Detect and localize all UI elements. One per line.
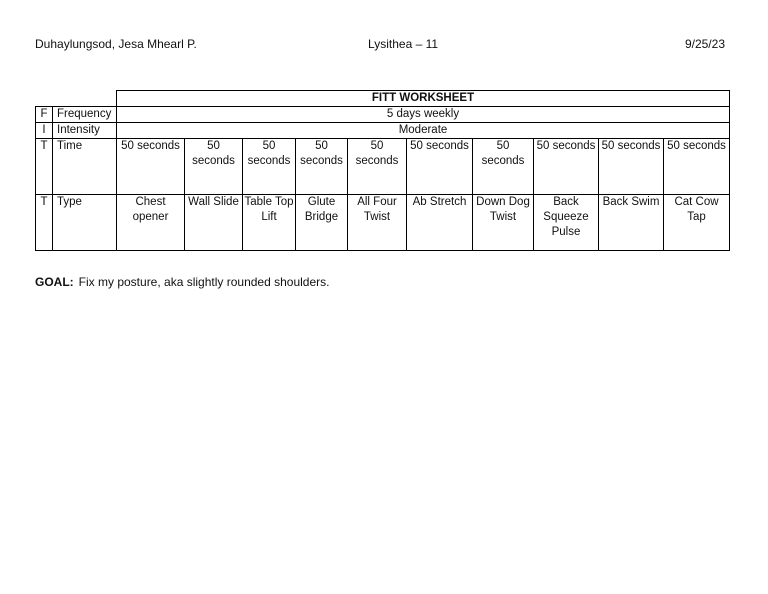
time-cell: 50 seconds: [185, 139, 243, 195]
type-letter: T: [36, 195, 53, 251]
time-row: [36, 139, 730, 195]
type-cell: All Four Twist: [348, 195, 407, 251]
frequency-value: 5 days weekly: [117, 107, 730, 123]
document-header: [35, 36, 725, 52]
type-cell: Glute Bridge: [296, 195, 348, 251]
document-date: 9/25/23: [684, 37, 725, 51]
type-cell: Table Top Lift: [243, 195, 296, 251]
time-cell: 50 seconds: [407, 139, 473, 195]
intensity-label: Intensity: [53, 123, 117, 139]
type-cell: Cat Cow Tap: [664, 195, 730, 251]
time-cell: 50 seconds: [664, 139, 730, 195]
time-cell: 50 seconds: [117, 139, 185, 195]
fitt-worksheet-table: [35, 90, 730, 251]
type-row: [36, 195, 730, 251]
time-cell: 50 seconds: [599, 139, 664, 195]
time-cell: 50 seconds: [348, 139, 407, 195]
frequency-row: [36, 107, 730, 123]
class-section: Lysithea – 11: [368, 37, 439, 51]
goal-text: Fix my posture, aka slightly rounded shoulders.: [78, 275, 330, 289]
frequency-label: Frequency: [53, 107, 117, 123]
time-letter: T: [36, 139, 53, 195]
time-cell: 50 seconds: [243, 139, 296, 195]
time-cell: 50 seconds: [473, 139, 534, 195]
goal-label: GOAL:: [35, 275, 74, 289]
frequency-letter: F: [36, 107, 53, 123]
intensity-value: Moderate: [117, 123, 730, 139]
student-name: Duhaylungsod, Jesa Mhearl P.: [35, 37, 197, 51]
time-label: Time: [53, 139, 117, 195]
type-cell: Back Swim: [599, 195, 664, 251]
type-cell: Down Dog Twist: [473, 195, 534, 251]
type-cell: Wall Slide: [185, 195, 243, 251]
type-label: Type: [53, 195, 117, 251]
type-cell: Ab Stretch: [407, 195, 473, 251]
intensity-row: [36, 123, 730, 139]
time-cell: 50 seconds: [296, 139, 348, 195]
type-cell: Back Squeeze Pulse: [534, 195, 599, 251]
intensity-letter: I: [36, 123, 53, 139]
worksheet-title: FITT WORKSHEET: [117, 91, 730, 107]
time-cell: 50 seconds: [534, 139, 599, 195]
title-row: [36, 91, 730, 107]
type-cell: Chest opener: [117, 195, 185, 251]
goal-statement: [35, 274, 329, 290]
